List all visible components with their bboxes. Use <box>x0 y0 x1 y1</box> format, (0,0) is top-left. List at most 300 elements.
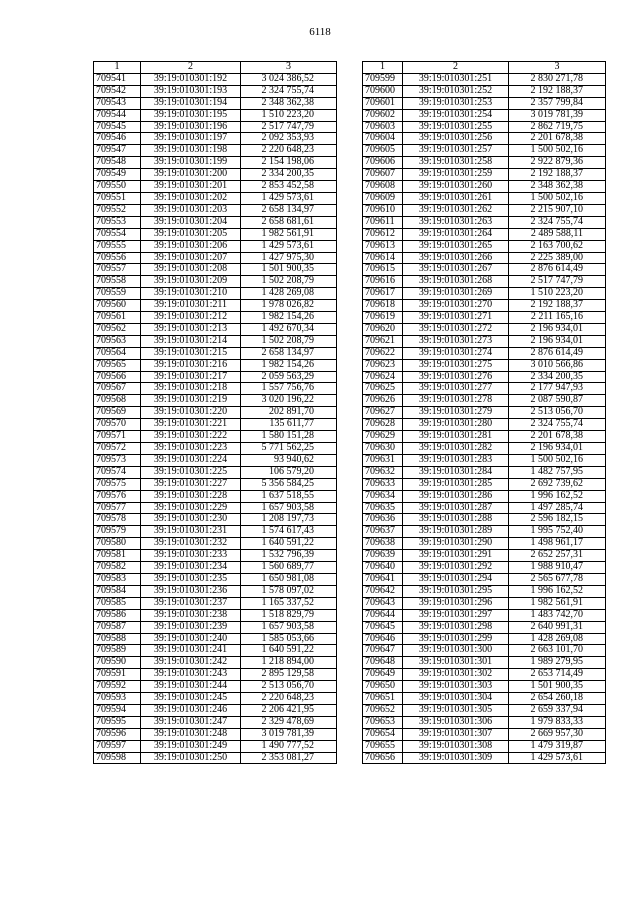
table-row <box>94 97 337 109</box>
table-row <box>94 312 337 324</box>
cadastral-number-cell: 39:19:010301:283 <box>403 454 509 466</box>
cadastral-number-cell: 39:19:010301:218 <box>141 383 241 395</box>
table-row <box>94 573 337 585</box>
cadastral-number-cell: 39:19:010301:274 <box>403 347 509 359</box>
row-number-cell: 709542 <box>94 85 141 97</box>
table-row <box>363 73 606 85</box>
value-cell: 1 982 154,26 <box>241 312 337 324</box>
table-row <box>363 335 606 347</box>
row-number-cell: 709613 <box>363 240 403 252</box>
row-number-cell: 709576 <box>94 490 141 502</box>
cadastral-number-cell: 39:19:010301:266 <box>403 252 509 264</box>
value-cell: 2 092 353,93 <box>241 133 337 145</box>
table-row <box>363 323 606 335</box>
cadastral-number-cell: 39:19:010301:296 <box>403 597 509 609</box>
row-number-cell: 709595 <box>94 716 141 728</box>
table-row <box>94 716 337 728</box>
row-number-cell: 709567 <box>94 383 141 395</box>
cadastral-number-cell: 39:19:010301:232 <box>141 538 241 550</box>
value-cell: 2 329 478,69 <box>241 716 337 728</box>
cadastral-number-cell: 39:19:010301:238 <box>141 609 241 621</box>
table-row <box>94 728 337 740</box>
value-cell: 2 220 648,23 <box>241 145 337 157</box>
cadastral-number-cell: 39:19:010301:289 <box>403 526 509 538</box>
cadastral-number-cell: 39:19:010301:192 <box>141 73 241 85</box>
table-row <box>94 347 337 359</box>
row-number-cell: 709593 <box>94 693 141 705</box>
row-number-cell: 709546 <box>94 133 141 145</box>
row-number-cell: 709643 <box>363 597 403 609</box>
value-cell: 2 215 907,10 <box>509 204 606 216</box>
row-number-cell: 709656 <box>363 752 403 764</box>
table-row <box>94 752 337 764</box>
cadastral-number-cell: 39:19:010301:288 <box>403 514 509 526</box>
row-number-cell: 709642 <box>363 585 403 597</box>
value-cell: 2 640 991,31 <box>509 621 606 633</box>
value-cell: 1 557 756,76 <box>241 383 337 395</box>
table-row <box>94 323 337 335</box>
table-row <box>363 431 606 443</box>
table-row <box>94 585 337 597</box>
table-row <box>363 264 606 276</box>
table-row <box>363 419 606 431</box>
cadastral-number-cell: 39:19:010301:233 <box>141 550 241 562</box>
row-number-cell: 709586 <box>94 609 141 621</box>
row-number-cell: 709618 <box>363 300 403 312</box>
table-row <box>363 716 606 728</box>
row-number-cell: 709573 <box>94 454 141 466</box>
cadastral-number-cell: 39:19:010301:280 <box>403 419 509 431</box>
table-row <box>94 693 337 705</box>
row-number-cell: 709554 <box>94 228 141 240</box>
row-number-cell: 709597 <box>94 740 141 752</box>
cadastral-number-cell: 39:19:010301:269 <box>403 288 509 300</box>
cadastral-number-cell: 39:19:010301:203 <box>141 204 241 216</box>
cadastral-number-cell: 39:19:010301:199 <box>141 157 241 169</box>
value-cell: 2 658 134,97 <box>241 204 337 216</box>
table-row <box>363 633 606 645</box>
table-row <box>94 240 337 252</box>
cadastral-number-cell: 39:19:010301:271 <box>403 312 509 324</box>
table-row <box>363 252 606 264</box>
row-number-cell: 709592 <box>94 681 141 693</box>
value-cell: 1 500 502,16 <box>509 192 606 204</box>
cadastral-number-cell: 39:19:010301:212 <box>141 312 241 324</box>
value-cell: 2 853 452,58 <box>241 181 337 193</box>
cadastral-number-cell: 39:19:010301:305 <box>403 704 509 716</box>
value-cell: 1 483 742,70 <box>509 609 606 621</box>
row-number-cell: 709550 <box>94 181 141 193</box>
cadastral-number-cell: 39:19:010301:265 <box>403 240 509 252</box>
table-row <box>94 609 337 621</box>
row-number-cell: 709629 <box>363 431 403 443</box>
value-cell: 2 334 200,35 <box>509 371 606 383</box>
table-row <box>363 502 606 514</box>
value-cell: 1 492 670,34 <box>241 323 337 335</box>
cadastral-number-cell: 39:19:010301:242 <box>141 657 241 669</box>
value-cell: 106 579,20 <box>241 466 337 478</box>
value-cell: 1 498 961,17 <box>509 538 606 550</box>
table-row <box>363 514 606 526</box>
row-number-cell: 709561 <box>94 312 141 324</box>
value-cell: 5 771 562,25 <box>241 443 337 455</box>
row-number-cell: 709584 <box>94 585 141 597</box>
value-cell: 3 010 566,86 <box>509 359 606 371</box>
value-cell: 1 510 223,20 <box>241 109 337 121</box>
row-number-cell: 709655 <box>363 740 403 752</box>
value-cell: 2 196 934,01 <box>509 323 606 335</box>
table-row <box>363 181 606 193</box>
value-cell: 1 982 561,91 <box>509 597 606 609</box>
cadastral-number-cell: 39:19:010301:217 <box>141 371 241 383</box>
cadastral-number-cell: 39:19:010301:250 <box>141 752 241 764</box>
table-row <box>363 145 606 157</box>
value-cell: 1 585 053,66 <box>241 633 337 645</box>
value-cell: 1 428 269,08 <box>241 288 337 300</box>
value-cell: 1 657 903,58 <box>241 502 337 514</box>
value-cell: 2 087 590,87 <box>509 395 606 407</box>
cadastral-number-cell: 39:19:010301:230 <box>141 514 241 526</box>
table-row <box>94 443 337 455</box>
value-cell: 2 324 755,74 <box>509 419 606 431</box>
row-number-cell: 709563 <box>94 335 141 347</box>
cadastral-number-cell: 39:19:010301:304 <box>403 693 509 705</box>
row-number-cell: 709637 <box>363 526 403 538</box>
page-number: 6118 <box>309 26 331 38</box>
table-row <box>94 597 337 609</box>
row-number-cell: 709644 <box>363 609 403 621</box>
cadastral-number-cell: 39:19:010301:264 <box>403 228 509 240</box>
table-row <box>94 276 337 288</box>
row-number-cell: 709635 <box>363 502 403 514</box>
value-cell: 1 427 975,30 <box>241 252 337 264</box>
row-number-cell: 709594 <box>94 704 141 716</box>
value-cell: 2 513 056,70 <box>509 407 606 419</box>
cadastral-number-cell: 39:19:010301:263 <box>403 216 509 228</box>
table-row <box>94 121 337 133</box>
cadastral-number-cell: 39:19:010301:287 <box>403 502 509 514</box>
value-cell: 1 510 223,20 <box>509 288 606 300</box>
cadastral-number-cell: 39:19:010301:277 <box>403 383 509 395</box>
row-number-cell: 709556 <box>94 252 141 264</box>
cadastral-number-cell: 39:19:010301:196 <box>141 121 241 133</box>
table-row <box>363 371 606 383</box>
row-number-cell: 709647 <box>363 645 403 657</box>
table-row <box>363 288 606 300</box>
value-cell: 1 497 285,74 <box>509 502 606 514</box>
row-number-cell: 709579 <box>94 526 141 538</box>
table-body-right <box>363 73 606 764</box>
value-cell: 1 580 151,28 <box>241 431 337 443</box>
row-number-cell: 709543 <box>94 97 141 109</box>
value-cell: 93 940,62 <box>241 454 337 466</box>
value-cell: 2 334 200,35 <box>241 169 337 181</box>
cadastral-number-cell: 39:19:010301:200 <box>141 169 241 181</box>
table-row <box>94 454 337 466</box>
table-row <box>363 704 606 716</box>
cadastral-number-cell: 39:19:010301:279 <box>403 407 509 419</box>
value-cell: 2 596 182,15 <box>509 514 606 526</box>
table-row <box>363 597 606 609</box>
row-number-cell: 709547 <box>94 145 141 157</box>
cadastral-number-cell: 39:19:010301:253 <box>403 97 509 109</box>
table-row <box>363 550 606 562</box>
table-row <box>94 466 337 478</box>
row-number-cell: 709564 <box>94 347 141 359</box>
column-header-1: 1 <box>363 62 403 74</box>
value-cell: 1 989 279,95 <box>509 657 606 669</box>
cadastral-number-cell: 39:19:010301:258 <box>403 157 509 169</box>
table-row <box>363 192 606 204</box>
row-number-cell: 709632 <box>363 466 403 478</box>
row-number-cell: 709612 <box>363 228 403 240</box>
cadastral-number-cell: 39:19:010301:197 <box>141 133 241 145</box>
cadastral-number-cell: 39:19:010301:193 <box>141 85 241 97</box>
cadastral-number-cell: 39:19:010301:219 <box>141 395 241 407</box>
table-row <box>363 478 606 490</box>
cadastral-number-cell: 39:19:010301:248 <box>141 728 241 740</box>
table-row <box>363 169 606 181</box>
cadastral-number-cell: 39:19:010301:251 <box>403 73 509 85</box>
row-number-cell: 709614 <box>363 252 403 264</box>
cadastral-number-cell: 39:19:010301:209 <box>141 276 241 288</box>
table-header-row <box>363 62 606 74</box>
table-row <box>94 252 337 264</box>
table-row <box>363 621 606 633</box>
row-number-cell: 709596 <box>94 728 141 740</box>
row-number-cell: 709640 <box>363 562 403 574</box>
cadastral-number-cell: 39:19:010301:223 <box>141 443 241 455</box>
value-cell: 2 654 260,18 <box>509 693 606 705</box>
row-number-cell: 709545 <box>94 121 141 133</box>
value-cell: 2 830 271,78 <box>509 73 606 85</box>
column-header-2: 2 <box>403 62 509 74</box>
cadastral-number-cell: 39:19:010301:210 <box>141 288 241 300</box>
value-cell: 3 020 196,22 <box>241 395 337 407</box>
table-row <box>363 454 606 466</box>
value-cell: 1 560 689,77 <box>241 562 337 574</box>
cadastral-number-cell: 39:19:010301:228 <box>141 490 241 502</box>
value-cell: 2 059 563,29 <box>241 371 337 383</box>
cadastral-number-cell: 39:19:010301:247 <box>141 716 241 728</box>
column-header-1: 1 <box>94 62 141 74</box>
table-row <box>94 359 337 371</box>
value-cell: 2 206 421,95 <box>241 704 337 716</box>
row-number-cell: 709565 <box>94 359 141 371</box>
table-row <box>363 693 606 705</box>
row-number-cell: 709566 <box>94 371 141 383</box>
cadastral-number-cell: 39:19:010301:267 <box>403 264 509 276</box>
cadastral-number-cell: 39:19:010301:284 <box>403 466 509 478</box>
cadastral-number-cell: 39:19:010301:244 <box>141 681 241 693</box>
cadastral-number-cell: 39:19:010301:206 <box>141 240 241 252</box>
value-cell: 1 490 777,52 <box>241 740 337 752</box>
row-number-cell: 709552 <box>94 204 141 216</box>
table-row <box>363 443 606 455</box>
cadastral-number-cell: 39:19:010301:246 <box>141 704 241 716</box>
table-row <box>94 145 337 157</box>
value-cell: 2 324 755,74 <box>241 85 337 97</box>
cadastral-number-cell: 39:19:010301:278 <box>403 395 509 407</box>
table-row <box>94 514 337 526</box>
value-cell: 2 658 681,61 <box>241 216 337 228</box>
row-number-cell: 709604 <box>363 133 403 145</box>
cadastral-number-cell: 39:19:010301:273 <box>403 335 509 347</box>
table-row <box>94 192 337 204</box>
cadastral-number-cell: 39:19:010301:261 <box>403 192 509 204</box>
cadastral-number-cell: 39:19:010301:254 <box>403 109 509 121</box>
table-row <box>363 276 606 288</box>
table-row <box>94 300 337 312</box>
cadastral-number-cell: 39:19:010301:275 <box>403 359 509 371</box>
table-row <box>363 204 606 216</box>
table-row <box>363 395 606 407</box>
cadastral-number-cell: 39:19:010301:255 <box>403 121 509 133</box>
table-row <box>363 407 606 419</box>
row-number-cell: 709574 <box>94 466 141 478</box>
value-cell: 1 982 154,26 <box>241 359 337 371</box>
cadastral-number-cell: 39:19:010301:211 <box>141 300 241 312</box>
cadastral-number-cell: 39:19:010301:306 <box>403 716 509 728</box>
cadastral-number-cell: 39:19:010301:213 <box>141 323 241 335</box>
value-cell: 1 502 208,79 <box>241 276 337 288</box>
value-cell: 1 165 337,52 <box>241 597 337 609</box>
table-row <box>363 728 606 740</box>
cadastral-number-cell: 39:19:010301:292 <box>403 562 509 574</box>
table-row <box>363 359 606 371</box>
table-row <box>94 490 337 502</box>
cadastral-number-cell: 39:19:010301:198 <box>141 145 241 157</box>
value-cell: 2 692 739,62 <box>509 478 606 490</box>
row-number-cell: 709609 <box>363 192 403 204</box>
table-row <box>94 621 337 633</box>
table-row <box>363 490 606 502</box>
cadastral-number-cell: 39:19:010301:241 <box>141 645 241 657</box>
value-cell: 1 518 829,79 <box>241 609 337 621</box>
table-row <box>94 371 337 383</box>
row-number-cell: 709617 <box>363 288 403 300</box>
value-cell: 2 565 677,78 <box>509 573 606 585</box>
row-number-cell: 709649 <box>363 669 403 681</box>
value-cell: 1 208 197,73 <box>241 514 337 526</box>
table-row <box>363 157 606 169</box>
value-cell: 1 996 162,52 <box>509 490 606 502</box>
cadastral-number-cell: 39:19:010301:231 <box>141 526 241 538</box>
row-number-cell: 709631 <box>363 454 403 466</box>
value-cell: 2 517 747,79 <box>509 276 606 288</box>
row-number-cell: 709569 <box>94 407 141 419</box>
row-number-cell: 709628 <box>363 419 403 431</box>
table-row <box>94 264 337 276</box>
cadastral-number-cell: 39:19:010301:268 <box>403 276 509 288</box>
value-cell: 2 211 165,16 <box>509 312 606 324</box>
table-row <box>363 657 606 669</box>
register-table-right <box>362 61 606 764</box>
cadastral-number-cell: 39:19:010301:237 <box>141 597 241 609</box>
value-cell: 1 640 591,22 <box>241 538 337 550</box>
cadastral-number-cell: 39:19:010301:235 <box>141 573 241 585</box>
row-number-cell: 709624 <box>363 371 403 383</box>
value-cell: 2 513 056,70 <box>241 681 337 693</box>
row-number-cell: 709549 <box>94 169 141 181</box>
cadastral-number-cell: 39:19:010301:252 <box>403 85 509 97</box>
cadastral-number-cell: 39:19:010301:205 <box>141 228 241 240</box>
value-cell: 2 669 957,30 <box>509 728 606 740</box>
row-number-cell: 709654 <box>363 728 403 740</box>
table-header-row <box>94 62 337 74</box>
cadastral-number-cell: 39:19:010301:276 <box>403 371 509 383</box>
value-cell: 1 501 900,35 <box>509 681 606 693</box>
cadastral-number-cell: 39:19:010301:224 <box>141 454 241 466</box>
value-cell: 1 574 617,43 <box>241 526 337 538</box>
cadastral-number-cell: 39:19:010301:256 <box>403 133 509 145</box>
row-number-cell: 709555 <box>94 240 141 252</box>
value-cell: 1 978 026,82 <box>241 300 337 312</box>
table-row <box>363 216 606 228</box>
row-number-cell: 709626 <box>363 395 403 407</box>
table-row <box>94 419 337 431</box>
row-number-cell: 709577 <box>94 502 141 514</box>
cadastral-number-cell: 39:19:010301:281 <box>403 431 509 443</box>
value-cell: 1 429 573,61 <box>241 240 337 252</box>
value-cell: 1 482 757,95 <box>509 466 606 478</box>
value-cell: 3 019 781,39 <box>509 109 606 121</box>
value-cell: 2 196 934,01 <box>509 443 606 455</box>
cadastral-number-cell: 39:19:010301:285 <box>403 478 509 490</box>
value-cell: 2 653 714,49 <box>509 669 606 681</box>
row-number-cell: 709589 <box>94 645 141 657</box>
table-row <box>363 645 606 657</box>
table-row <box>94 502 337 514</box>
cadastral-number-cell: 39:19:010301:290 <box>403 538 509 550</box>
value-cell: 2 876 614,49 <box>509 264 606 276</box>
cadastral-number-cell: 39:19:010301:301 <box>403 657 509 669</box>
cadastral-number-cell: 39:19:010301:308 <box>403 740 509 752</box>
row-number-cell: 709591 <box>94 669 141 681</box>
row-number-cell: 709648 <box>363 657 403 669</box>
row-number-cell: 709627 <box>363 407 403 419</box>
value-cell: 2 324 755,74 <box>509 216 606 228</box>
cadastral-number-cell: 39:19:010301:227 <box>141 478 241 490</box>
row-number-cell: 709581 <box>94 550 141 562</box>
table-row <box>94 169 337 181</box>
row-number-cell: 709623 <box>363 359 403 371</box>
value-cell: 1 979 833,33 <box>509 716 606 728</box>
cadastral-number-cell: 39:19:010301:221 <box>141 419 241 431</box>
table-row <box>94 478 337 490</box>
cadastral-number-cell: 39:19:010301:307 <box>403 728 509 740</box>
row-number-cell: 709548 <box>94 157 141 169</box>
value-cell: 2 357 799,84 <box>509 97 606 109</box>
table-row <box>94 395 337 407</box>
cadastral-number-cell: 39:19:010301:249 <box>141 740 241 752</box>
value-cell: 1 982 561,91 <box>241 228 337 240</box>
row-number-cell: 709610 <box>363 204 403 216</box>
row-number-cell: 709646 <box>363 633 403 645</box>
row-number-cell: 709625 <box>363 383 403 395</box>
row-number-cell: 709650 <box>363 681 403 693</box>
value-cell: 2 201 678,38 <box>509 133 606 145</box>
value-cell: 202 891,70 <box>241 407 337 419</box>
table-row <box>363 109 606 121</box>
cadastral-number-cell: 39:19:010301:194 <box>141 97 241 109</box>
value-cell: 2 652 257,31 <box>509 550 606 562</box>
value-cell: 2 220 648,23 <box>241 693 337 705</box>
table-row <box>94 109 337 121</box>
row-number-cell: 709572 <box>94 443 141 455</box>
value-cell: 2 348 362,38 <box>241 97 337 109</box>
row-number-cell: 709653 <box>363 716 403 728</box>
